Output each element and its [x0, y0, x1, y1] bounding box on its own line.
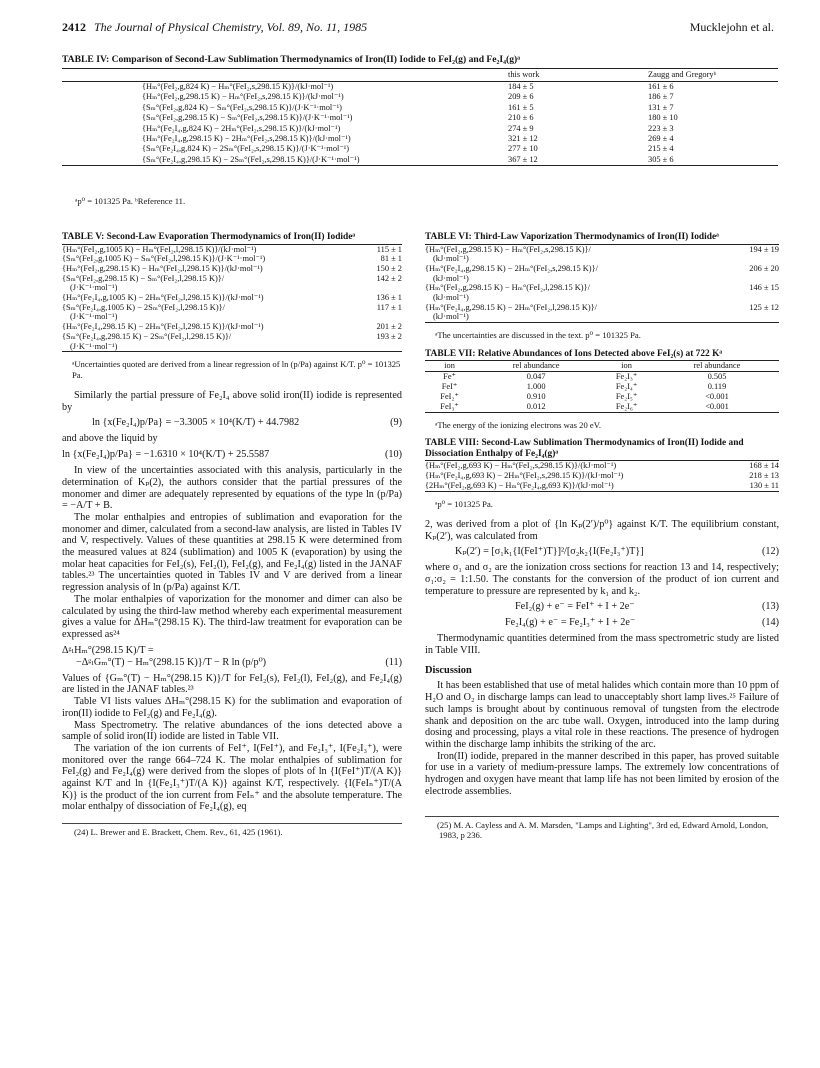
- table-viii-title: TABLE VIII: Second-Law Sublimation Thermodynamics of Iron(II) Iodide and Dissociation Enthalpy of Fe₂I₄(g)ᵃ: [425, 438, 744, 459]
- table-row: [425, 481, 779, 491]
- table-cell: 180 ± 10: [648, 113, 678, 123]
- table-header-row: [62, 69, 778, 82]
- equation-text: Kₚ(2′) = [σ₁k₁{I(FeI⁺)T}]²/[σ₂k₂{I(Fe₂I₃⁺)T}]: [455, 546, 644, 558]
- footnote-divider: [62, 823, 402, 824]
- table-row: [62, 144, 778, 154]
- table-iv: [62, 68, 778, 166]
- table-cell: [425, 244, 721, 264]
- table-cell: 215 ± 4: [648, 144, 674, 154]
- table-cell: 1.000: [526, 382, 546, 392]
- table-cell: {2Hₘ°(FeI₂,g,693 K) − Hₘ°(Fe₂I₄,g,693 K)}/(kJ·mol⁻¹): [425, 481, 728, 491]
- table-row: [62, 155, 778, 166]
- paragraph: The variation of the ion currents of FeI⁺, I(FeI⁺), and Fe₂I₃⁺, I(Fe₂I₃⁺), were monitored over the range 664–724 K. The molar enthalpies of sublimation for FeI₂(g) and Fe₂I₄(g) were derived from the slopes of plots of ln {I(FeI⁺)T/(A K)} against K/T and ln {I(Fe₂I₃⁺)T/(A K)} against K/T, respectively. {I(FeIₙ⁺)T/(A K)} is the product of the ion current from FeIₙ⁺ and the absolute temperature. The molar enthalpy of dissociation of Fe₂I₄(g), eq: [62, 742, 402, 813]
- table-row: [425, 264, 779, 283]
- table-header-cell: ion: [598, 361, 655, 372]
- page-number: 2412: [62, 20, 86, 34]
- equation-12: [425, 546, 779, 558]
- table-row: [425, 402, 779, 413]
- equation-text: −ΔᵍₗGₘ°(T) − Hₘ°(298.15 K)}/T − R ln (p/p⁰): [76, 656, 267, 668]
- table-cell: {Hₘ°(Fe₂I₄,g,298.15 K) − 2Hₘ°(FeI₂,s,298.15 K)}/(kJ·mol⁻¹): [142, 134, 351, 144]
- table-cell: [62, 274, 359, 293]
- table-row: [62, 82, 778, 93]
- table-cell: 184 ± 5: [508, 82, 534, 91]
- table-header-cell: rel abundance: [474, 361, 598, 372]
- table-vi: [425, 244, 779, 324]
- table-cell: {Sₘ°(Fe₂I₄,g,824 K) − 2Sₘ°(FeI₂,s,298.15 K)}/(J·K⁻¹·mol⁻¹): [142, 144, 350, 154]
- table-cell: [62, 303, 359, 322]
- table-cell: {Sₘ°(FeI₂,g,1005 K) − Sₘ°(FeI₂,l,298.15 K)}/(J·K⁻¹·mol⁻¹): [62, 254, 266, 264]
- table-cell-unit: (J·K⁻¹·mol⁻¹): [70, 312, 118, 322]
- table-cell: {Hₘ°(FeI₂,g,1005 K) − Hₘ°(FeI₂,l,298.15 K)}/(kJ·mol⁻¹): [62, 244, 359, 254]
- table-cell: Fe₂I₄⁺: [615, 382, 638, 392]
- table-row: [425, 372, 779, 383]
- table-cell: 367 ± 12: [508, 155, 648, 166]
- paragraph: The molar enthalpies of vaporization for the monomer and dimer can also be calculated by using the third-law method whereby each experimental measurement gives a value for ΔHₘ°(298.15 K). The third-law treatment for evaporation can be expressed as²⁴: [62, 593, 402, 640]
- table-cell: Fe₂I₅⁺: [615, 392, 638, 402]
- table-cell: {Sₘ°(Fe₂I₄,g,298.15 K) − 2Sₘ°(FeI₂,s,298.15 K)}/(J·K⁻¹·mol⁻¹): [62, 155, 508, 166]
- table-cell: <0.001: [655, 402, 779, 413]
- table-iv-title: TABLE IV: Comparison of Second-Law Sublimation Thermodynamics of Iron(II) Iodide to FeI₂(g) and Fe₂I₄(g)ᵃ: [62, 54, 521, 65]
- journal-citation: The Journal of Physical Chemistry, Vol. 89, No. 11, 1985: [94, 20, 368, 34]
- table-row: [62, 103, 778, 113]
- equation-11: [62, 645, 402, 669]
- table-v: [62, 244, 402, 353]
- table-vii-footnote: ᵃThe energy of the ionizing electrons was 20 eV.: [435, 420, 601, 431]
- table-cell-unit: (kJ·mol⁻¹): [433, 293, 469, 303]
- table-row: [62, 274, 402, 293]
- table-cell: [425, 303, 721, 323]
- table-cell: 131 ± 7: [648, 102, 674, 112]
- table-row: [425, 244, 779, 264]
- table-cell-line: {Hₘ°(Fe₂I₄,g,298.15 K) − 2Hₘ°(FeI₂,s,298.15 K)}/: [425, 263, 598, 273]
- paragraph: Similarly the partial pressure of Fe₂I₄ above solid iron(II) iodide is represented by: [62, 390, 402, 413]
- table-iv-footnote: ᵃp⁰ = 101325 Pa. ᵇReference 11.: [75, 196, 186, 206]
- table-cell: 206 ± 20: [749, 263, 779, 273]
- table-vii-title: TABLE VII: Relative Abundances of Ions Detected above FeI₂(s) at 722 Kᵃ: [425, 348, 723, 359]
- table-vi-footnote: ᵃThe uncertainties are discussed in the text. p⁰ = 101325 Pa.: [435, 330, 641, 341]
- table-cell-unit: (kJ·mol⁻¹): [433, 312, 469, 322]
- section-heading: Discussion: [425, 664, 472, 676]
- paragraph: Values of {Gₘ°(T) − Hₘ°(298.15 K)}/T for FeI₂(s), FeI₂(l), FeI₂(g), and Fe₂I₄(g) are listed in the JANAF tables.²³: [62, 672, 402, 696]
- table-row: [62, 244, 402, 254]
- right-column: [425, 232, 779, 840]
- table-cell: 305 ± 6: [648, 155, 778, 166]
- equation-text: FeI₂(g) + e⁻ = FeI⁺ + I + 2e⁻: [515, 601, 635, 613]
- table-cell: FeI₂⁺: [440, 392, 459, 402]
- table-cell: {Hₘ°(FeI₂,g,298.15 K) − Hₘ°(FeI₂,l,298.15 K)}/(kJ·mol⁻¹): [62, 263, 263, 273]
- equation-text: ln {x(Fe₂I₄)p/Pa} = −1.6310 × 10⁴(K/T) + 25.5587: [62, 449, 270, 461]
- table-cell: {Hₘ°(Fe₂I₄,g,693 K) − 2Hₘ°(FeI₂,s,298.15 K)}/(kJ·mol⁻¹): [425, 471, 624, 481]
- table-cell: 0.047: [526, 372, 546, 382]
- table-cell: 209 ± 6: [508, 92, 534, 102]
- table-cell: [425, 283, 721, 302]
- table-vii: [425, 360, 779, 413]
- paragraph: and above the liquid by: [62, 433, 158, 445]
- table-viii-footnote: ᵃp⁰ = 101325 Pa.: [435, 498, 493, 509]
- footnote-divider: [425, 816, 779, 817]
- paragraph: In view of the uncertainties associated with this analysis, particularly in the determination of Kₚ(2), the authors consider that the partial pressures of the monomer and dimer are adequately represented by equations of the type ln (p/Pa) = −A/T + B.: [62, 465, 402, 512]
- table-row: [62, 322, 402, 332]
- table-cell: FeI₃⁺: [425, 402, 474, 413]
- table-cell: [425, 264, 721, 283]
- table-cell: {Sₘ°(FeI₂,g,824 K) − Sₘ°(FeI₂,s,298.15 K)}/(J·K⁻¹·mol⁻¹): [142, 102, 342, 112]
- table-cell: 146 ± 15: [749, 283, 779, 293]
- table-row: [425, 303, 779, 323]
- paragraph: where σ₁ and σ₂ are the ionization cross sections for reaction 13 and 14, respectively; σ₁:σ₂ = 1:1.50. The constants for the conversion of the product of ion current and temperature to pressure are represented by k₁ and k₂.: [425, 562, 779, 597]
- table-cell: 210 ± 6: [508, 113, 534, 123]
- table-cell-line: {Sₘ°(FeI₂,g,298.15 K) − Sₘ°(FeI₂,l,298.15 K)}/: [62, 273, 225, 283]
- table-header-cell: this work: [508, 69, 648, 82]
- table-cell: {Hₘ°(FeI₂,g,298.15 K) − Hₘ°(FeI₂,s,298.15 K)}/(kJ·mol⁻¹): [142, 92, 344, 102]
- equation-14: [425, 617, 779, 629]
- table-cell-unit: (kJ·mol⁻¹): [433, 254, 469, 264]
- equation-number: (9): [390, 417, 402, 429]
- table-cell-line: {Sₘ°(Fe₂I₄,g,1005 K) − 2Sₘ°(FeI₂,l,298.15 K)}/: [62, 302, 225, 312]
- table-v-title: TABLE V: Second-Law Evaporation Thermodynamics of Iron(II) Iodideᵃ: [62, 232, 356, 242]
- table-cell-line: {Hₘ°(Fe₂I₄,g,298.15 K) − 2Hₘ°(FeI₂,l,298.15 K)}/: [425, 302, 598, 312]
- table-cell: 218 ± 13: [749, 471, 779, 481]
- equation-10: [62, 449, 402, 461]
- table-cell: Fe₂I₆⁺: [598, 402, 655, 413]
- table-cell: 142 ± 2: [376, 273, 402, 283]
- table-viii: [425, 460, 779, 491]
- equation-text: Fe₂I₄(g) + e⁻ = Fe₂I₃⁺ + I + 2e⁻: [505, 617, 636, 629]
- left-column: [62, 232, 402, 837]
- table-row: [62, 254, 402, 264]
- table-cell-unit: (J·K⁻¹·mol⁻¹): [70, 283, 118, 293]
- table-header-row: [425, 361, 779, 372]
- table-v-footnote: ᵃUncertainties quoted are derived from a linear regression of ln (p/Pa) against K/T. p⁰ = 101325 Pa.: [72, 359, 401, 380]
- table-cell: {Hₘ°(FeI₂,g,693 K) − Hₘ°(FeI₂,s,298.15 K)}/(kJ·mol⁻¹): [425, 461, 728, 471]
- table-cell: 269 ± 4: [648, 134, 674, 144]
- table-cell: 186 ± 7: [648, 92, 674, 102]
- table-cell: 277 ± 10: [508, 144, 538, 154]
- equation-number: (11): [385, 656, 402, 668]
- table-row: [62, 113, 778, 123]
- table-row: [425, 461, 779, 471]
- table-cell: 150 ± 2: [376, 263, 402, 273]
- paragraph: The molar enthalpies and entropies of sublimation and evaporation for the monomer and dimer, calculated from a second-law analysis, are listed in Tables IV and V, respectively. Values of these quantities at 298.15 K were determined from the measured values at 824 (sublimation) and 1005 K (evaporation) by using the molar heat capacities for FeI₂(s), FeI₂(l), FeI₂(g), and Fe₂I₄(g) listed in the JANAF tables.²³ The uncertainties quoted in Tables IV and V are derived from a linear regression analysis of ln (p/Pa) against K/T.: [62, 511, 402, 594]
- table-cell-unit: (kJ·mol⁻¹): [433, 273, 469, 283]
- paragraph: 2, was derived from a plot of {ln Kₚ(2′)/p⁰} against K/T. The equilibrium constant, Kₚ(2′), was calculated from: [425, 518, 779, 542]
- table-cell: Fe⁺: [443, 372, 456, 382]
- table-cell-unit: (J·K⁻¹·mol⁻¹): [70, 341, 118, 351]
- paragraph: It has been established that use of metal halides which contain more than 10 ppm of H₂O and O₂ in discharge lamps can lead to unacceptably short lamp lives.²⁵ Failure of such lamps is brought about by continuous removal of tungsten from the electrode shank and deposition on the arc tube wall. Oxygen, introduced into the lamp during dosing and processing, plays a vital role in these reactions. The presence of hydrogen within the discharge lamp inhibits the striking of the arc.: [425, 680, 779, 750]
- equation-number: (10): [385, 449, 402, 461]
- table-cell: 115 ± 1: [359, 244, 402, 254]
- table-cell: [62, 332, 359, 352]
- table-header-cell: [62, 69, 508, 82]
- table-row: [425, 283, 779, 302]
- table-row: [425, 471, 779, 481]
- paragraph: Thermodynamic quantities determined from the mass spectrometric study are listed in Table VIII.: [425, 633, 779, 657]
- equation-text: ln {x(Fe₂I₄)p/Pa} = −3.3005 × 10⁴(K/T) + 44.7982: [92, 417, 300, 429]
- equation-number: (13): [762, 601, 779, 613]
- paragraph: Mass Spectrometry. The relative abundances of the ions detected above a sample of solid iron(II) iodide are listed in Table VII.: [62, 719, 402, 743]
- table-cell: 161 ± 5: [508, 102, 534, 112]
- table-cell: 201 ± 2: [376, 322, 402, 332]
- table-cell: {Hₘ°(FeI₂,g,824 K) − Hₘ°(FeI₂,s,298.15 K)}/(kJ·mol⁻¹): [142, 82, 334, 91]
- table-cell: 321 ± 12: [508, 134, 538, 144]
- table-header-cell: ion: [425, 361, 474, 372]
- table-row: [425, 382, 779, 392]
- equation-number: (12): [762, 546, 779, 558]
- table-cell-line: {Hₘ°(FeI₂,g,298.15 K) − Hₘ°(FeI₂,l,298.15 K)}/: [425, 283, 590, 293]
- table-row: [62, 264, 402, 274]
- table-cell-line: {Hₘ°(FeI₂,g,298.15 K) − Hₘ°(FeI₂,s,298.15 K)}/: [425, 244, 591, 254]
- table-row: [62, 92, 778, 102]
- table-cell: {Hₘ°(Fe₂I₄,g,824 K) − 2Hₘ°(FeI₂,s,298.15 K)}/(kJ·mol⁻¹): [142, 123, 341, 133]
- reference-24: (24) L. Brewer and E. Brackett, Chem. Rev., 61, 425 (1961).: [74, 827, 283, 838]
- table-cell: 161 ± 6: [648, 82, 674, 91]
- table-cell: 194 ± 19: [721, 244, 779, 264]
- table-cell: 136 ± 1: [376, 293, 402, 303]
- paragraph: Iron(II) iodide, prepared in the manner described in this paper, has proved suitable for use in a variety of medium-pressure lamps. The extremely low concentrations of hydrogen and oxygen have meant that lamp life has not been limited by erosion of the electrode assemblies.: [425, 750, 779, 797]
- table-cell: 168 ± 14: [728, 461, 779, 471]
- equation-number: (14): [762, 617, 779, 629]
- table-header-cell: rel abundance: [655, 361, 779, 372]
- table-cell: {Hₘ°(Fe₂I₄,298.15 K) − 2Hₘ°(FeI₂,l,298.15 K)}/(kJ·mol⁻¹): [62, 322, 264, 332]
- running-authors: Mucklejohn et al.: [689, 20, 774, 34]
- table-cell: 193 ± 2: [359, 332, 402, 352]
- reference-25: (25) M. A. Cayless and A. M. Marsden, "Lamps and Lighting", 3rd ed, Edward Arnold, London, 1983, p 236.: [437, 819, 769, 840]
- table-row: [62, 303, 402, 322]
- table-cell: 274 ± 9: [508, 123, 534, 133]
- table-cell: Fe₂I₃⁺: [615, 372, 638, 382]
- running-header: [62, 14, 774, 38]
- table-cell: <0.001: [705, 392, 729, 402]
- table-cell: 117 ± 1: [376, 302, 402, 312]
- table-header-cell: Zaugg and Gregoryᵇ: [648, 69, 778, 82]
- table-cell: 0.505: [707, 372, 727, 382]
- equation-9: [62, 417, 402, 429]
- table-vi-title: TABLE VI: Third-Law Vaporization Thermodynamics of Iron(II) Iodideᵃ: [425, 232, 719, 242]
- table-cell: FeI⁺: [441, 382, 458, 392]
- table-cell: 125 ± 12: [721, 303, 779, 323]
- table-cell-line: {Sₘ°(Fe₂I₄,g,298.15 K) − 2Sₘ°(FeI₂,l,298.15 K)}/: [62, 331, 232, 341]
- table-row: [62, 134, 778, 144]
- table-row: [425, 392, 779, 402]
- table-row: [62, 124, 778, 134]
- table-cell: {Sₘ°(FeI₂,g,298.15 K) − Sₘ°(FeI₂,s,298.15 K)}/(J·K⁻¹·mol⁻¹): [142, 113, 353, 123]
- table-cell: 0.910: [526, 392, 546, 402]
- equation-text: ΔᵍₗHₘ°(298.15 K)/T =: [62, 644, 154, 656]
- equation-13: [425, 601, 779, 613]
- table-cell: {Hₘ°(Fe₂I₄,g,1005 K) − 2Hₘ°(FeI₂,l,298.15 K)}/(kJ·mol⁻¹): [62, 293, 264, 303]
- table-cell: 130 ± 11: [728, 481, 779, 491]
- table-cell: 81 ± 1: [380, 254, 402, 264]
- table-row: [62, 293, 402, 303]
- table-cell: 0.119: [707, 382, 727, 392]
- table-cell: 223 ± 3: [648, 123, 674, 133]
- table-cell: 0.012: [474, 402, 598, 413]
- paragraph: Table VI lists values ΔHₘ°(298.15 K) for the sublimation and evaporation of iron(II) iodide to FeI₂(g) and Fe₂I₄(g).: [62, 696, 402, 719]
- table-row: [62, 332, 402, 352]
